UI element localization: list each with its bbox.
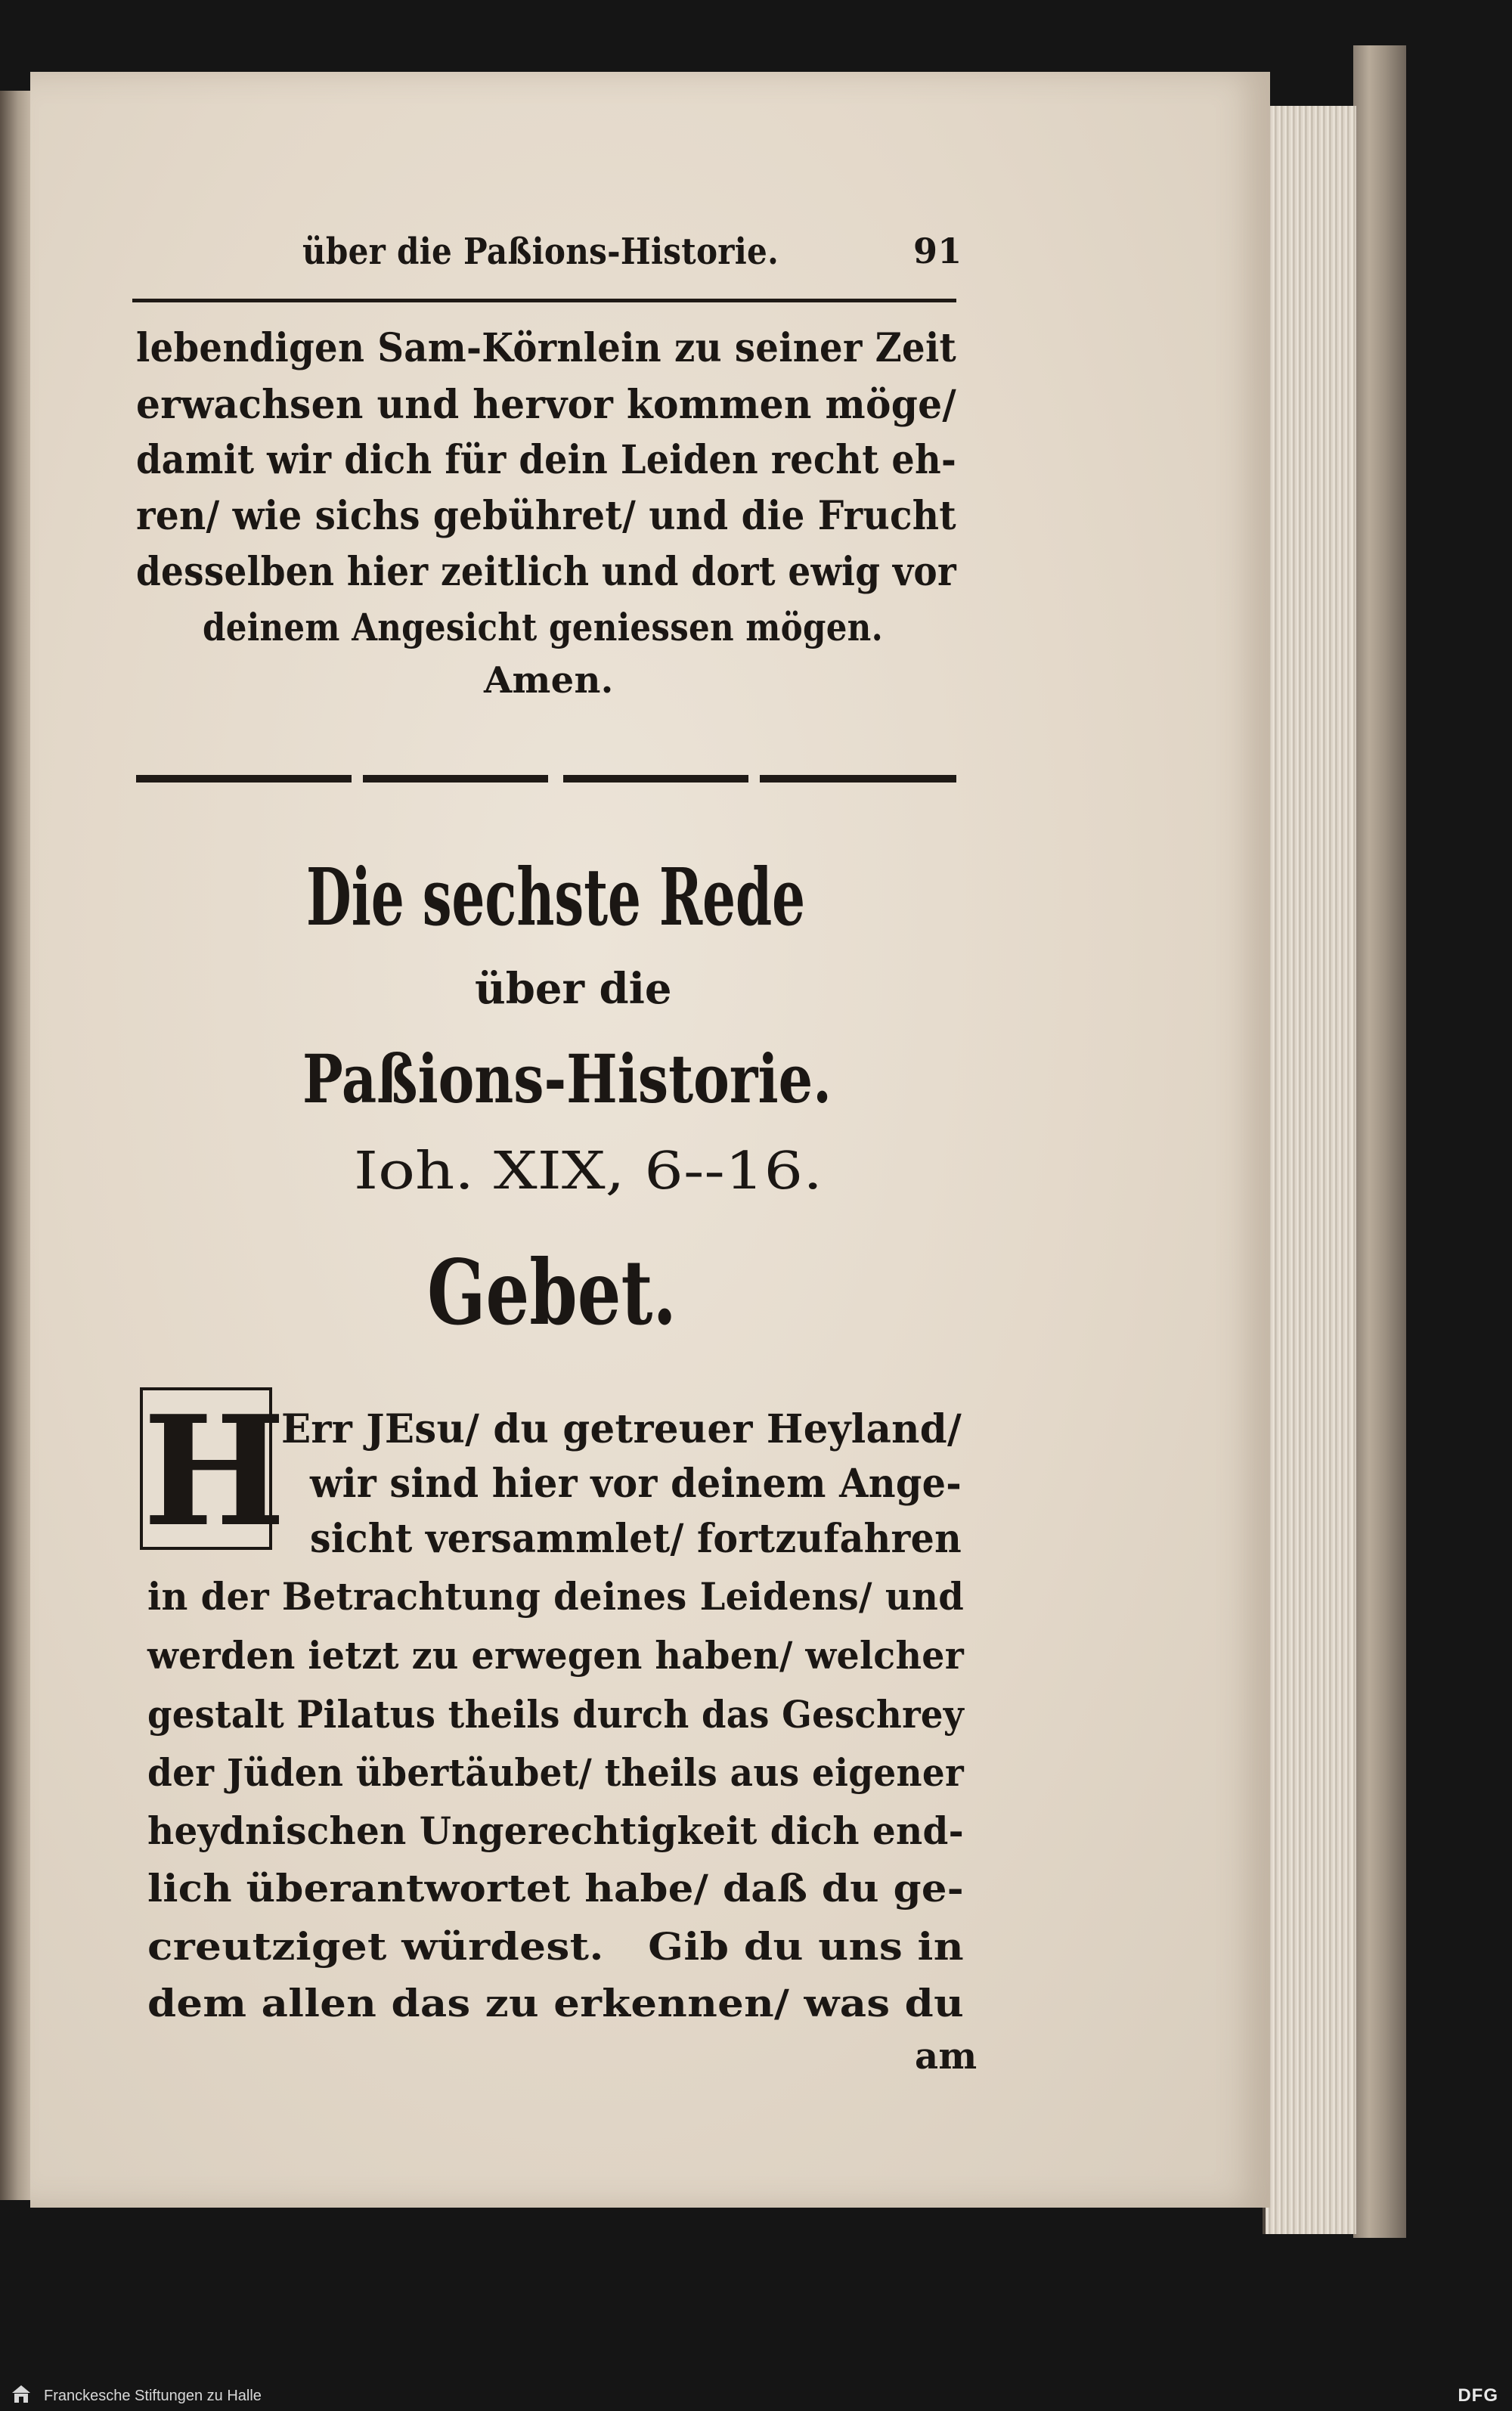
prayer-line-10: creutziget würdest. Gib du uns in <box>147 1924 965 1969</box>
page-number: 91 <box>913 231 962 271</box>
prayer-end-line-6: deinem Angesicht geniessen mögen. <box>203 605 884 649</box>
prayer-heading: Gebet. <box>427 1240 677 1345</box>
prayer-end-line-4: ren/ wie sichs gebühret/ und die Frucht <box>136 493 956 539</box>
book-cover-edge <box>1353 45 1406 2238</box>
funder-logo: DFG <box>1458 2385 1498 2406</box>
prayer-line-4: in der Betrachtung deines Leidens/ und <box>147 1574 965 1619</box>
prayer-end-line-3: damit wir dich für dein Leiden recht eh- <box>136 437 957 483</box>
scripture-reference: Ioh. XIX, 6--16. <box>354 1142 823 1201</box>
prayer-end-line-1: lebendigen Sam-Körnlein zu seiner Zeit <box>136 325 957 371</box>
prayer-line-8: heydnischen Ungerechtigkeit dich end- <box>147 1808 965 1853</box>
prayer-line-11: dem allen das zu erkennen/ was du <box>147 1981 965 2025</box>
sermon-title: Die sechste Rede <box>306 851 805 944</box>
sermon-title-line-2: über die <box>475 964 672 1014</box>
sermon-title-line-3: Paßions-Historie. <box>302 1040 832 1118</box>
prayer-line-9: lich überantwortet habe/ daß du ge- <box>147 1866 965 1911</box>
prayer-line-2: wir sind hier vor deinem Ange- <box>310 1461 962 1507</box>
prayer-line-7: der Jüden übertäubet/ theils aus eigener <box>147 1750 964 1795</box>
decorated-initial-letter: H <box>143 1383 286 1560</box>
institution-name: Franckesche Stiftungen zu Halle <box>44 2388 262 2404</box>
section-divider-3 <box>563 775 748 782</box>
amen: Amen. <box>484 659 614 702</box>
section-divider-4 <box>760 775 956 782</box>
section-divider-2 <box>363 775 548 782</box>
prayer-line-5: werden ietzt zu erwegen haben/ welcher <box>147 1633 965 1678</box>
prayer-line-3: sicht versammlet/ fortzufahren <box>310 1516 962 1562</box>
prayer-end-line-5: desselben hier zeitlich und dort ewig vor <box>136 549 956 595</box>
prayer-line-6: gestalt Pilatus theils durch das Geschrey <box>147 1692 965 1737</box>
decorated-initial <box>140 1383 286 1560</box>
head-rule <box>132 299 956 302</box>
previous-page-edge <box>0 91 30 2200</box>
institution-logo-icon <box>8 2384 35 2406</box>
running-head: über die Paßions-Historie. <box>302 231 779 273</box>
prayer-line-1: Err JEsu/ du getreuer Heyland/ <box>281 1406 962 1452</box>
section-divider-1 <box>136 775 352 782</box>
catchword: am <box>915 2035 978 2078</box>
prayer-end-line-2: erwachsen und hervor kommen möge/ <box>136 382 957 428</box>
book-fore-edge <box>1263 106 1356 2234</box>
